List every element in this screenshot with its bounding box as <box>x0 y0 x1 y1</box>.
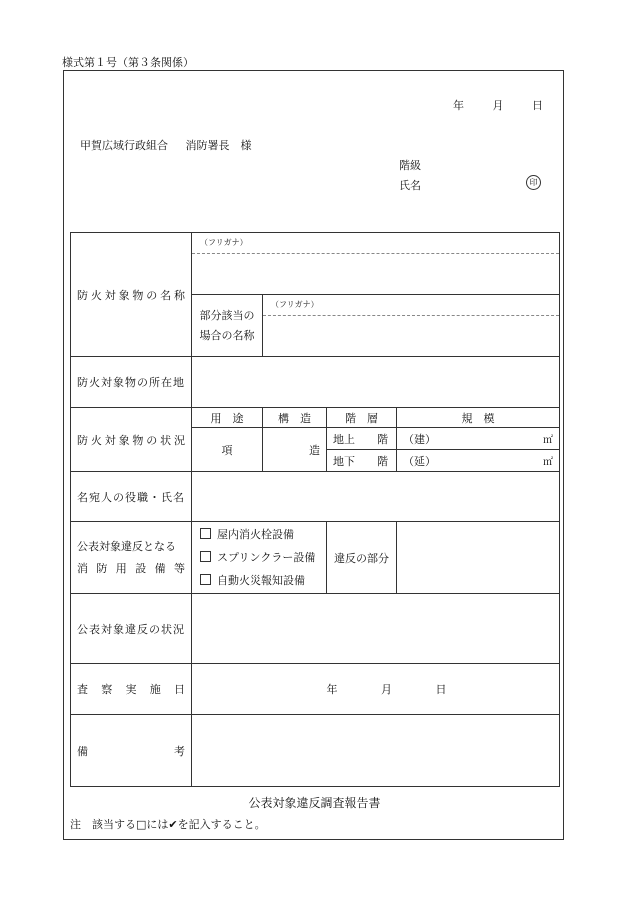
label-remarks: 備考 <box>71 715 192 787</box>
label-status: 防火対象物の状況 <box>71 408 192 472</box>
equipment-option[interactable] <box>200 569 326 592</box>
inspection-year: 年 <box>326 683 338 696</box>
item-suffix: 項 <box>221 443 233 457</box>
use-field[interactable] <box>192 428 263 472</box>
building-area-field[interactable] <box>397 428 560 450</box>
remarks-field[interactable] <box>192 715 560 787</box>
unit-m2: ㎡ <box>543 434 554 446</box>
date-month: 月 <box>492 99 504 112</box>
equipment-checklist <box>192 522 327 594</box>
partial-name-field[interactable] <box>263 295 560 357</box>
building-name-field[interactable] <box>192 233 560 295</box>
date-day: 日 <box>532 99 543 112</box>
violation-equipment-line2: 消防用設備等 <box>77 561 185 575</box>
label-violation-part: 違反の部分 <box>327 522 397 594</box>
header-use: 用 途 <box>192 408 263 428</box>
footnote: 注 該当する□には✔を記入すること。 <box>70 818 266 831</box>
date-year: 年 <box>453 99 464 112</box>
violation-status-field[interactable] <box>192 594 560 664</box>
inspection-month: 月 <box>381 683 393 696</box>
construction-suffix: 造 <box>309 443 320 457</box>
equipment-option[interactable] <box>200 546 326 569</box>
furigana-label-partial: （フリガナ） <box>263 295 559 316</box>
reporter-name: 氏名 <box>399 179 421 192</box>
equipment-option[interactable] <box>200 523 326 546</box>
location-field[interactable] <box>192 357 560 408</box>
seal-mark: 印 <box>526 175 541 190</box>
report-table <box>70 232 560 787</box>
report-title: 公表対象違反調査報告書 <box>248 796 381 810</box>
partial-name-line1: 部分該当の <box>199 308 255 322</box>
header-floors: 階 層 <box>327 408 397 428</box>
label-owner: 名宛人の役職・氏名 <box>71 472 192 522</box>
addressee-chief: 消防署長 様 <box>185 139 252 152</box>
violation-equipment-line1: 公表対象違反となる <box>77 539 176 553</box>
inspection-date-field[interactable] <box>192 664 560 715</box>
header-scale: 規 模 <box>397 408 560 428</box>
label-location: 防火対象物の所在地 <box>71 357 192 408</box>
label-violation-status: 公表対象違反の状況 <box>71 594 192 664</box>
furigana-label: （フリガナ） <box>192 233 559 254</box>
checkbox[interactable] <box>200 574 211 585</box>
floors-below-field[interactable]: 地下 階 <box>327 450 397 472</box>
equipment-label: 自動火災報知設備 <box>217 574 305 587</box>
checkbox[interactable] <box>200 528 211 539</box>
inspection-day: 日 <box>435 683 447 696</box>
label-partial-name <box>192 295 263 357</box>
floor-area-label: （延） <box>403 454 436 468</box>
partial-name-line2: 場合の名称 <box>199 328 255 342</box>
structure-field[interactable] <box>263 428 327 472</box>
header-structure: 構 造 <box>263 408 327 428</box>
violation-part-field[interactable] <box>397 522 560 594</box>
label-building-name: 防火対象物の名称 <box>71 233 192 357</box>
checkbox[interactable] <box>200 551 211 562</box>
equipment-label: スプリンクラー設備 <box>217 551 316 564</box>
form-frame <box>63 70 564 840</box>
building-area-label: （建） <box>403 432 436 446</box>
label-violation-equipment <box>71 522 192 594</box>
floors-above-field[interactable]: 地上 階 <box>327 428 397 450</box>
equipment-label: 屋内消火栓設備 <box>217 528 294 541</box>
unit-m2: ㎡ <box>543 456 554 468</box>
addressee <box>80 137 252 153</box>
reporter-rank: 階級 <box>399 159 421 172</box>
addressee-org: 甲賀広域行政組合 <box>80 139 168 152</box>
form-number: 様式第１号（第３条関係） <box>62 56 194 69</box>
owner-field[interactable] <box>192 472 560 522</box>
header-date <box>428 97 543 113</box>
floor-area-field[interactable] <box>397 450 560 472</box>
label-inspection-date: 査察実施日 <box>71 664 192 715</box>
